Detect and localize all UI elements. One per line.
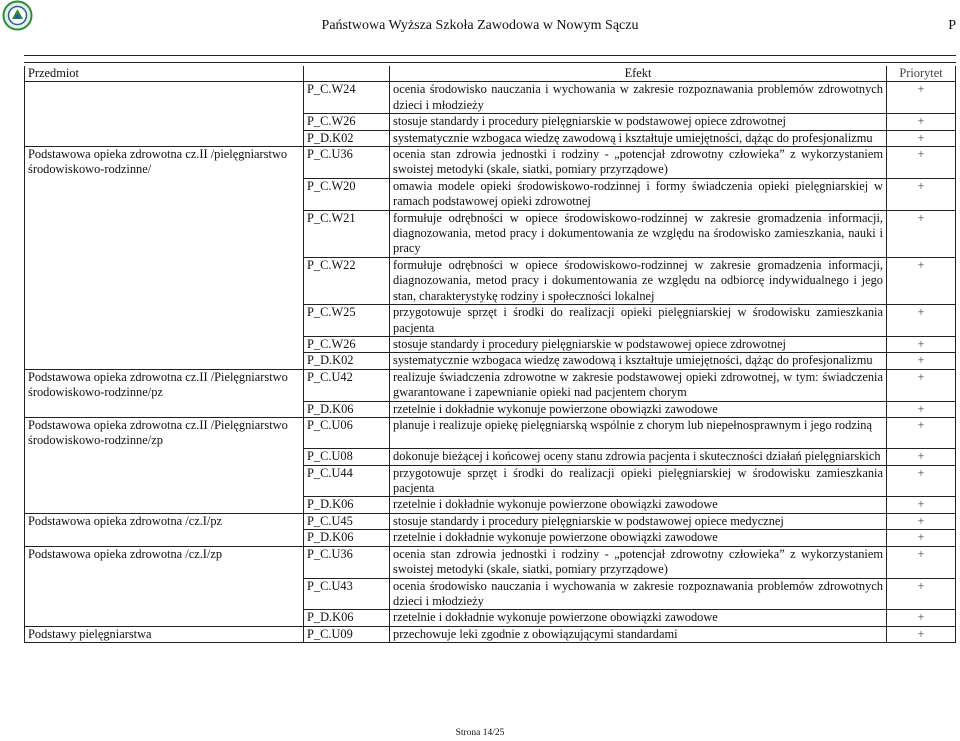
row-priority: + bbox=[887, 178, 956, 210]
table-row bbox=[25, 610, 956, 626]
row-priority: + bbox=[887, 369, 956, 401]
row-code: P_D.K06 bbox=[304, 530, 390, 546]
header-rule-bottom bbox=[24, 62, 956, 63]
row-subject bbox=[25, 578, 304, 610]
row-priority: + bbox=[887, 610, 956, 626]
row-code: P_C.W26 bbox=[304, 114, 390, 130]
row-subject bbox=[25, 82, 304, 114]
row-priority: + bbox=[887, 626, 956, 642]
row-priority: + bbox=[887, 257, 956, 304]
row-effect: realizuje świadczenia zdrowotne w zakresie podstawowej opieki zdrowotnej, w tym: świadczenia gwarantowane i zapewnianie opieki nad pacjentem chorym bbox=[390, 369, 887, 401]
row-subject bbox=[25, 353, 304, 369]
row-effect: ocenia stan zdrowia jednostki i rodziny - „potencjał zdrowotny człowieka” z wykorzystaniem swoistej metodyki (skale, siatki, pomiary przyrządowe) bbox=[390, 147, 887, 179]
row-priority: + bbox=[887, 465, 956, 497]
row-priority: + bbox=[887, 401, 956, 417]
row-priority: + bbox=[887, 546, 956, 578]
row-code: P_C.W22 bbox=[304, 257, 390, 304]
table-row bbox=[25, 82, 956, 114]
table-row bbox=[25, 336, 956, 352]
row-effect: stosuje standardy i procedury pielęgniarskie w podstawowej opiece medycznej bbox=[390, 513, 887, 529]
row-code: P_D.K06 bbox=[304, 401, 390, 417]
row-effect: formułuje odrębności w opiece środowiskowo-rodzinnej w zakresie gromadzenia informacji, diagnozowania, metod pracy i dokumentowania ze względu na środowisko zamieszkania, nauki i pracy bbox=[390, 210, 887, 257]
page-footer: Strona 14/25 bbox=[455, 728, 505, 738]
row-priority: + bbox=[887, 114, 956, 130]
row-code: P_C.U45 bbox=[304, 513, 390, 529]
table-row bbox=[25, 546, 956, 578]
row-code: P_C.U06 bbox=[304, 417, 390, 448]
table-row bbox=[25, 513, 956, 529]
row-effect: dokonuje bieżącej i końcowej oceny stanu zdrowia pacjenta i skuteczności działań pielęgniarskich bbox=[390, 449, 887, 465]
row-subject: Podstawy pielęgniarstwa bbox=[25, 626, 304, 642]
table-row bbox=[25, 401, 956, 417]
row-subject: Podstawowa opieka zdrowotna cz.II /pielęgniarstwo środowiskowo-rodzinne/ bbox=[25, 147, 304, 179]
row-effect: systematycznie wzbogaca wiedzę zawodową i kształtuje umiejętności, dążąc do profesjonalizmu bbox=[390, 353, 887, 369]
row-subject bbox=[25, 257, 304, 304]
row-code: P_C.U36 bbox=[304, 546, 390, 578]
row-code: P_C.U09 bbox=[304, 626, 390, 642]
page-header-mark: P bbox=[948, 18, 956, 33]
table-row bbox=[25, 497, 956, 513]
table-row bbox=[25, 578, 956, 610]
row-priority: + bbox=[887, 336, 956, 352]
row-code: P_C.U36 bbox=[304, 147, 390, 179]
row-subject bbox=[25, 401, 304, 417]
row-priority: + bbox=[887, 497, 956, 513]
col-header-code bbox=[304, 66, 390, 82]
row-effect: rzetelnie i dokładnie wykonuje powierzone obowiązki zawodowe bbox=[390, 497, 887, 513]
row-effect: rzetelnie i dokładnie wykonuje powierzone obowiązki zawodowe bbox=[390, 530, 887, 546]
row-code: P_C.W21 bbox=[304, 210, 390, 257]
table-row bbox=[25, 178, 956, 210]
row-effect: stosuje standardy i procedury pielęgniarskie w podstawowej opiece zdrowotnej bbox=[390, 114, 887, 130]
table-row bbox=[25, 449, 956, 465]
row-subject: Podstawowa opieka zdrowotna /cz.I/pz bbox=[25, 513, 304, 529]
table-row bbox=[25, 210, 956, 257]
table-row bbox=[25, 465, 956, 497]
table-row bbox=[25, 130, 956, 146]
row-effect: przechowuje leki zgodnie z obowiązującymi standardami bbox=[390, 626, 887, 642]
row-priority: + bbox=[887, 130, 956, 146]
table-row bbox=[25, 417, 956, 448]
row-subject bbox=[25, 114, 304, 130]
row-subject bbox=[25, 210, 304, 257]
row-priority: + bbox=[887, 82, 956, 114]
row-code: P_C.U43 bbox=[304, 578, 390, 610]
table-row bbox=[25, 257, 956, 304]
row-code: P_C.U42 bbox=[304, 369, 390, 401]
row-subject bbox=[25, 130, 304, 146]
row-code: P_C.W24 bbox=[304, 82, 390, 114]
page-header-title: Państwowa Wyższa Szkoła Zawodowa w Nowym Sączu bbox=[321, 18, 639, 33]
table-row bbox=[25, 147, 956, 179]
row-code: P_D.K02 bbox=[304, 130, 390, 146]
row-code: P_C.W20 bbox=[304, 178, 390, 210]
table-header-row bbox=[25, 66, 956, 82]
row-effect: formułuje odrębności w opiece środowiskowo-rodzinnej w zakresie gromadzenia informacji, diagnozowania, metod pracy i dokumentowania ze względu na odbiorcę indywidualnego i jego stan, charakterystykę rodziny i społeczności lokalnej bbox=[390, 257, 887, 304]
row-priority: + bbox=[887, 305, 956, 337]
col-header-priority: Priorytet bbox=[887, 66, 956, 82]
header-rule-top bbox=[24, 55, 956, 56]
row-priority: + bbox=[887, 530, 956, 546]
row-effect: przygotowuje sprzęt i środki do realizacji opieki pielęgniarskiej w środowisku zamieszkania pacjenta bbox=[390, 465, 887, 497]
table-row bbox=[25, 530, 956, 546]
row-subject bbox=[25, 497, 304, 513]
row-code: P_D.K06 bbox=[304, 497, 390, 513]
row-code: P_D.K06 bbox=[304, 610, 390, 626]
learning-outcomes-table bbox=[24, 66, 956, 643]
table-row bbox=[25, 369, 956, 401]
row-subject: Podstawowa opieka zdrowotna cz.II /Pielęgniarstwo środowiskowo-rodzinne/pz bbox=[25, 369, 304, 401]
row-subject bbox=[25, 449, 304, 465]
row-priority: + bbox=[887, 353, 956, 369]
row-priority: + bbox=[887, 417, 956, 448]
row-code: P_D.K02 bbox=[304, 353, 390, 369]
table-row bbox=[25, 626, 956, 642]
row-effect: ocenia środowisko nauczania i wychowania w zakresie rozpoznawania problemów zdrowotnych dzieci i młodzieży bbox=[390, 82, 887, 114]
row-effect: ocenia środowisko nauczania i wychowania w zakresie rozpoznawania problemów zdrowotnych dzieci i młodzieży bbox=[390, 578, 887, 610]
row-priority: + bbox=[887, 449, 956, 465]
table-row bbox=[25, 114, 956, 130]
row-effect: stosuje standardy i procedury pielęgniarskie w podstawowej opiece zdrowotnej bbox=[390, 336, 887, 352]
col-header-subject: Przedmiot bbox=[25, 66, 304, 82]
row-effect: rzetelnie i dokładnie wykonuje powierzone obowiązki zawodowe bbox=[390, 401, 887, 417]
row-priority: + bbox=[887, 578, 956, 610]
row-subject bbox=[25, 305, 304, 337]
row-priority: + bbox=[887, 147, 956, 179]
row-code: P_C.U08 bbox=[304, 449, 390, 465]
row-subject bbox=[25, 530, 304, 546]
row-effect: omawia modele opieki środowiskowo-rodzinnej i formy świadczenia opieki pielęgniarskiej w ramach podstawowej opieki zdrowotnej bbox=[390, 178, 887, 210]
row-subject bbox=[25, 465, 304, 497]
col-header-effect: Efekt bbox=[390, 66, 887, 82]
row-subject bbox=[25, 178, 304, 210]
table-row bbox=[25, 353, 956, 369]
row-subject bbox=[25, 336, 304, 352]
row-subject: Podstawowa opieka zdrowotna /cz.I/zp bbox=[25, 546, 304, 578]
row-code: P_C.W25 bbox=[304, 305, 390, 337]
row-effect: ocenia stan zdrowia jednostki i rodziny - „potencjał zdrowotny człowieka” z wykorzystaniem swoistej metodyki (skale, siatki, pomiary przyrządowe) bbox=[390, 546, 887, 578]
row-effect: przygotowuje sprzęt i środki do realizacji opieki pielęgniarskiej w środowisku zamieszkania pacjenta bbox=[390, 305, 887, 337]
row-effect: systematycznie wzbogaca wiedzę zawodową i kształtuje umiejętności, dążąc do profesjonalizmu bbox=[390, 130, 887, 146]
row-subject bbox=[25, 610, 304, 626]
row-subject: Podstawowa opieka zdrowotna cz.II /Pielęgniarstwo środowiskowo-rodzinne/zp bbox=[25, 417, 304, 448]
row-code: P_C.W26 bbox=[304, 336, 390, 352]
row-priority: + bbox=[887, 210, 956, 257]
row-code: P_C.U44 bbox=[304, 465, 390, 497]
row-effect: rzetelnie i dokładnie wykonuje powierzone obowiązki zawodowe bbox=[390, 610, 887, 626]
row-priority: + bbox=[887, 513, 956, 529]
table-body bbox=[25, 82, 956, 643]
table-row bbox=[25, 305, 956, 337]
row-effect: planuje i realizuje opiekę pielęgniarską wspólnie z chorym lub niepełnosprawnym i jego rodziną bbox=[390, 417, 887, 448]
